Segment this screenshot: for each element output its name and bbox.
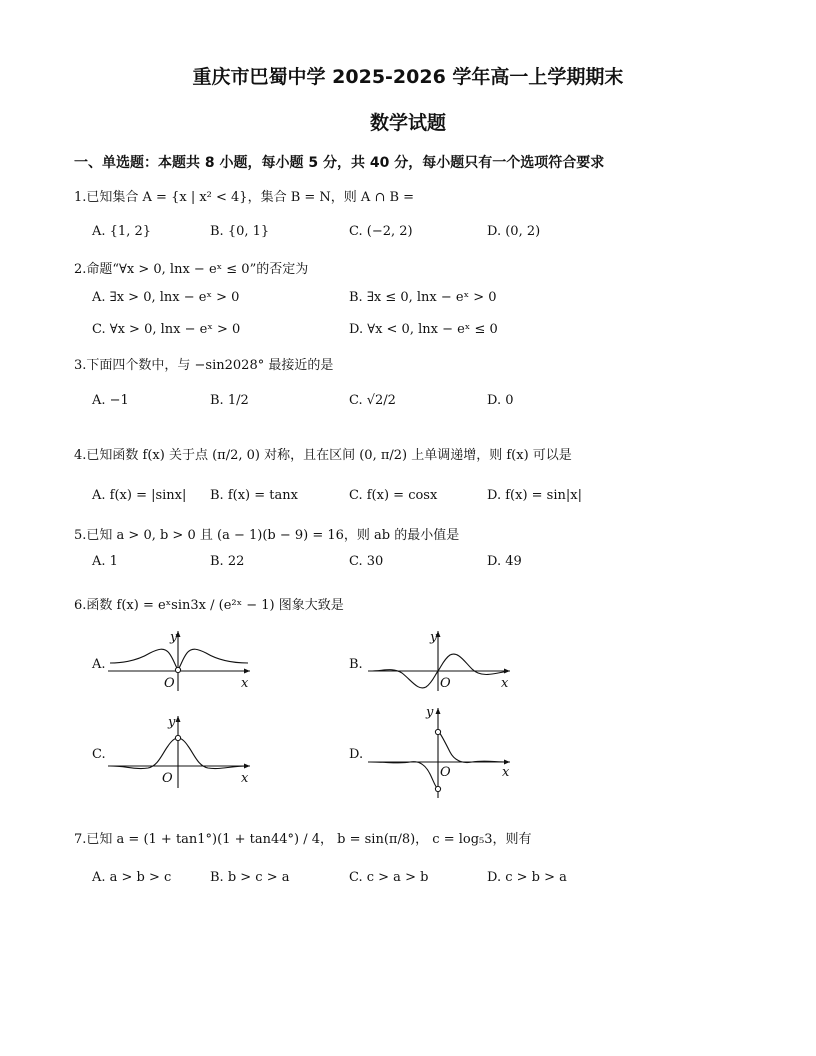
curve — [110, 649, 248, 670]
question-1-stem: 1.已知集合 A = {x | x² < 4}，集合 B = N，则 A ∩ B = — [74, 190, 415, 205]
question-7-option-c: C. c > a > b — [349, 870, 429, 885]
origin-label: O — [440, 765, 451, 780]
x-axis-label: x — [241, 676, 249, 691]
curve — [110, 738, 248, 769]
question-6-stem: 6.函数 f(x) = eˣsin3x / (e²ˣ − 1) 图象大致是 — [74, 598, 344, 613]
origin-label: O — [440, 676, 451, 691]
question-7-stem: 7.已知 a = (1 + tan1°)(1 + tan44°) / 4， b = sin(π/8)， c = log₅3，则有 — [74, 832, 532, 847]
origin-label: O — [164, 676, 175, 691]
graph-option-c — [106, 710, 256, 790]
question-6-option-d: D. — [349, 747, 364, 762]
page-title: 重庆市巴蜀中学 2025-2026 学年高一上学期期末 — [192, 66, 624, 88]
question-6-option-a: A. — [92, 657, 106, 672]
graph-option-a — [106, 625, 256, 695]
open-point-bottom — [435, 786, 440, 791]
question-1-option-c: C. (−2, 2) — [349, 224, 413, 239]
graph-option-b — [366, 625, 516, 695]
question-7-option-a: A. a > b > c — [92, 870, 172, 885]
question-7-option-d: D. c > b > a — [487, 870, 567, 885]
x-axis-label: x — [501, 676, 509, 691]
y-axis-label: y — [170, 630, 178, 645]
y-axis-label: y — [426, 705, 434, 720]
x-axis-label: x — [241, 771, 249, 786]
origin-label: O — [162, 771, 173, 786]
question-5-stem: 5.已知 a > 0, b > 0 且 (a − 1)(b − 9) = 16，则 ab 的最小值是 — [74, 528, 460, 543]
question-4-stem: 4.已知函数 f(x) 关于点 (π/2, 0) 对称，且在区间 (0, π/2) 上单调递增，则 f(x) 可以是 — [74, 448, 572, 463]
curve-left — [370, 762, 437, 788]
question-4-option-c: C. f(x) = cosx — [349, 488, 438, 503]
x-axis-label: x — [502, 765, 510, 780]
question-5-option-b: B. 22 — [210, 554, 245, 569]
page-subtitle: 数学试题 — [369, 112, 446, 134]
question-4-option-d: D. f(x) = sin|x| — [487, 488, 582, 503]
question-6-option-c: C. — [92, 747, 106, 762]
question-1-option-b: B. {0, 1} — [210, 224, 270, 239]
section-heading: 一、单选题：本题共 8 小题，每小题 5 分，共 40 分，每小题只有一个选项符合要求 — [74, 155, 605, 171]
question-3-option-d: D. 0 — [487, 393, 514, 408]
graph-option-d — [366, 702, 516, 800]
open-point — [175, 667, 180, 672]
question-3-stem: 3.下面四个数中，与 −sin2028° 最接近的是 — [74, 358, 334, 373]
question-6-option-b: B. — [349, 657, 363, 672]
open-point-top — [435, 729, 440, 734]
question-2-option-b: B. ∃x ≤ 0, lnx − eˣ > 0 — [349, 290, 497, 305]
x-axis-arrow — [244, 669, 250, 674]
question-3-option-b: B. 1/2 — [210, 393, 249, 408]
y-axis-label: y — [430, 630, 438, 645]
question-4-option-a: A. f(x) = |sinx| — [92, 488, 187, 503]
question-1-option-d: D. (0, 2) — [487, 224, 541, 239]
question-2-stem: 2.命题“∀x > 0, lnx − eˣ ≤ 0”的否定为 — [74, 262, 309, 277]
question-5-option-d: D. 49 — [487, 554, 522, 569]
open-point — [175, 735, 180, 740]
curve-right — [439, 732, 508, 763]
y-axis-label: y — [168, 715, 176, 730]
question-5-option-c: C. 30 — [349, 554, 384, 569]
question-2-option-c: C. ∀x > 0, lnx − eˣ > 0 — [92, 322, 241, 337]
question-2-option-a: A. ∃x > 0, lnx − eˣ > 0 — [92, 290, 240, 305]
y-axis-arrow — [176, 716, 181, 722]
question-5-option-a: A. 1 — [92, 554, 118, 569]
question-2-option-d: D. ∀x < 0, lnx − eˣ ≤ 0 — [349, 322, 498, 337]
y-axis-arrow — [436, 708, 441, 714]
question-3-option-c: C. √2/2 — [349, 393, 396, 408]
question-1-option-a: A. {1, 2} — [92, 224, 152, 239]
question-3-option-a: A. −1 — [92, 393, 129, 408]
question-4-option-b: B. f(x) = tanx — [210, 488, 298, 503]
question-7-option-b: B. b > c > a — [210, 870, 290, 885]
